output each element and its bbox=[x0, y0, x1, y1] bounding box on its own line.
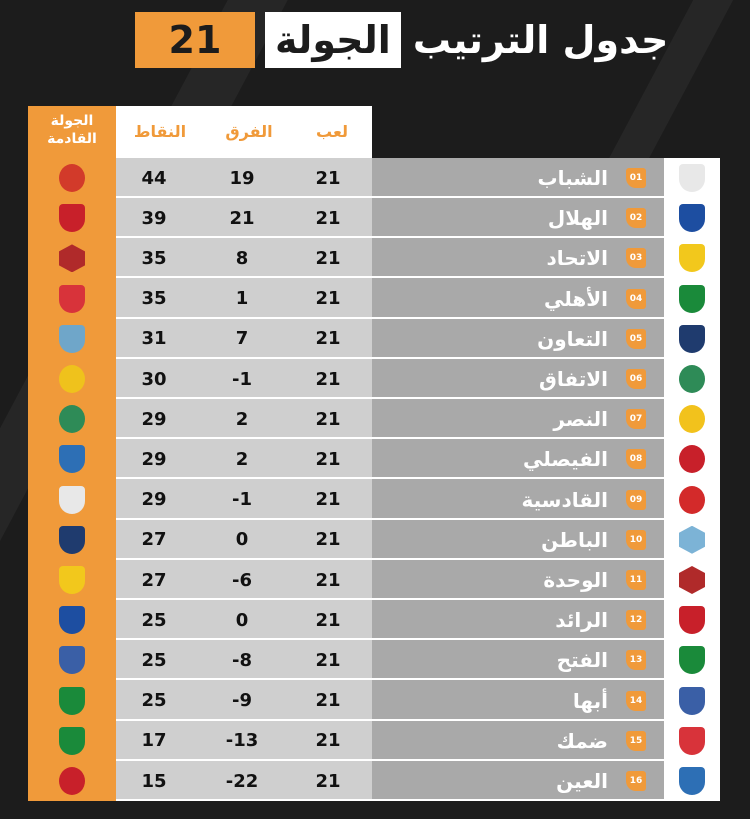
table-row bbox=[28, 520, 720, 560]
diff-cell: 21 bbox=[229, 207, 255, 229]
table-row bbox=[28, 560, 720, 600]
played-cell: 21 bbox=[315, 609, 341, 631]
table-row bbox=[28, 640, 720, 680]
played-cell: 21 bbox=[315, 770, 341, 792]
played-cell: 21 bbox=[315, 690, 341, 712]
opponent-logo-icon bbox=[59, 727, 85, 755]
next-round-header bbox=[28, 106, 116, 158]
team-name: النصر bbox=[553, 407, 608, 432]
diff-cell: 0 bbox=[235, 529, 249, 551]
abha-logo-icon bbox=[679, 687, 705, 715]
rank-badge: 12 bbox=[626, 610, 646, 630]
diff-cell: -13 bbox=[225, 730, 259, 752]
al-batin-logo-icon bbox=[679, 526, 705, 554]
team-name: الفيصلي bbox=[522, 447, 608, 472]
table-row bbox=[28, 198, 720, 238]
opponent-logo-icon bbox=[59, 767, 85, 795]
points-cell: 25 bbox=[141, 609, 167, 631]
title-bar bbox=[135, 12, 680, 68]
played-cell: 21 bbox=[315, 408, 341, 430]
diff-header: الفرق bbox=[225, 122, 273, 141]
team-name: التعاون bbox=[537, 326, 608, 351]
played-cell: 21 bbox=[315, 730, 341, 752]
rank-badge: 07 bbox=[626, 409, 646, 429]
points-cell: 15 bbox=[141, 770, 167, 792]
al-faisaly-logo-icon bbox=[679, 445, 705, 473]
table-row bbox=[28, 399, 720, 439]
table-row bbox=[28, 439, 720, 479]
diff-cell: -6 bbox=[232, 569, 252, 591]
al-taawoun-logo-icon bbox=[679, 325, 705, 353]
rank-badge: 16 bbox=[626, 771, 646, 791]
team-name: العين bbox=[556, 769, 608, 793]
table-row bbox=[28, 279, 720, 319]
played-cell: 21 bbox=[315, 649, 341, 671]
played-cell: 21 bbox=[315, 448, 341, 470]
rank-badge: 08 bbox=[626, 449, 646, 469]
table-row bbox=[28, 480, 720, 520]
team-name: الرائد bbox=[555, 608, 608, 633]
diff-cell: -8 bbox=[232, 649, 252, 671]
played-cell: 21 bbox=[315, 489, 341, 511]
opponent-logo-icon bbox=[59, 445, 85, 473]
played-cell: 21 bbox=[315, 529, 341, 551]
points-cell: 25 bbox=[141, 690, 167, 712]
played-cell: 21 bbox=[315, 368, 341, 390]
damac-logo-icon bbox=[679, 727, 705, 755]
played-cell: 21 bbox=[315, 167, 341, 189]
table-row bbox=[28, 681, 720, 721]
points-cell: 17 bbox=[141, 730, 167, 752]
points-cell: 35 bbox=[141, 288, 167, 310]
opponent-logo-icon bbox=[59, 646, 85, 674]
opponent-logo-icon bbox=[59, 606, 85, 634]
points-cell: 31 bbox=[141, 328, 167, 350]
points-cell: 35 bbox=[141, 247, 167, 269]
opponent-logo-icon bbox=[59, 486, 85, 514]
opponent-logo-icon bbox=[59, 325, 85, 353]
diff-cell: 2 bbox=[235, 408, 249, 430]
points-cell: 30 bbox=[141, 368, 167, 390]
al-qadsiah-logo-icon bbox=[679, 486, 705, 514]
team-name: الوحدة bbox=[543, 568, 608, 592]
round-number: 21 bbox=[135, 12, 255, 68]
team-name: أبها bbox=[572, 688, 608, 713]
rank-badge: 06 bbox=[626, 369, 646, 389]
table-row bbox=[28, 319, 720, 359]
points-cell: 29 bbox=[141, 489, 167, 511]
team-name: الشباب bbox=[537, 166, 608, 190]
title-highlight: الجولة bbox=[265, 12, 401, 68]
rank-badge: 02 bbox=[626, 208, 646, 228]
points-cell: 27 bbox=[141, 569, 167, 591]
points-cell: 44 bbox=[141, 167, 167, 189]
rank-badge: 13 bbox=[626, 650, 646, 670]
standings-table bbox=[28, 158, 720, 801]
team-name: الاتحاد bbox=[546, 246, 608, 271]
column-header bbox=[116, 106, 372, 158]
played-cell: 21 bbox=[315, 288, 341, 310]
opponent-logo-icon bbox=[59, 405, 85, 433]
rank-badge: 05 bbox=[626, 329, 646, 349]
opponent-logo-icon bbox=[59, 204, 85, 232]
diff-cell: 19 bbox=[229, 167, 255, 189]
al-wehda-logo-icon bbox=[679, 566, 705, 594]
al-ahli-logo-icon bbox=[679, 285, 705, 313]
table-row bbox=[28, 158, 720, 198]
al-ettifaq-logo-icon bbox=[679, 365, 705, 393]
table-row bbox=[28, 721, 720, 761]
points-cell: 29 bbox=[141, 408, 167, 430]
points-header: النقاط bbox=[133, 122, 187, 141]
points-cell: 39 bbox=[141, 207, 167, 229]
opponent-logo-icon bbox=[59, 566, 85, 594]
played-cell: 21 bbox=[315, 207, 341, 229]
rank-badge: 11 bbox=[626, 570, 646, 590]
diff-cell: 8 bbox=[235, 247, 249, 269]
al-raed-logo-icon bbox=[679, 606, 705, 634]
opponent-logo-icon bbox=[59, 365, 85, 393]
opponent-logo-icon bbox=[59, 164, 85, 192]
table-row bbox=[28, 359, 720, 399]
rank-badge: 15 bbox=[626, 731, 646, 751]
page-title: جدول الترتيب bbox=[412, 18, 669, 62]
played-header: لعب bbox=[316, 122, 348, 141]
diff-cell: 1 bbox=[235, 288, 249, 310]
opponent-logo-icon bbox=[59, 687, 85, 715]
diff-cell: 7 bbox=[235, 328, 249, 350]
al-shabab-logo-icon bbox=[679, 164, 705, 192]
opponent-logo-icon bbox=[59, 526, 85, 554]
played-cell: 21 bbox=[315, 247, 341, 269]
rank-badge: 04 bbox=[626, 289, 646, 309]
diff-cell: -22 bbox=[225, 770, 259, 792]
table-row bbox=[28, 761, 720, 801]
diff-cell: 0 bbox=[235, 609, 249, 631]
table-row bbox=[28, 600, 720, 640]
next-round-label: الجولة القادمة bbox=[47, 113, 97, 147]
diff-cell: -1 bbox=[232, 368, 252, 390]
played-cell: 21 bbox=[315, 569, 341, 591]
team-name: ضمك bbox=[556, 728, 608, 753]
points-cell: 25 bbox=[141, 649, 167, 671]
points-cell: 29 bbox=[141, 448, 167, 470]
table-row bbox=[28, 238, 720, 278]
al-fateh-logo-icon bbox=[679, 646, 705, 674]
opponent-logo-icon bbox=[59, 285, 85, 313]
rank-badge: 09 bbox=[626, 490, 646, 510]
al-nassr-logo-icon bbox=[679, 405, 705, 433]
team-name: الأهلي bbox=[543, 286, 608, 311]
team-name: الهلال bbox=[547, 206, 608, 231]
diff-cell: -9 bbox=[232, 690, 252, 712]
al-ittihad-logo-icon bbox=[679, 244, 705, 272]
diff-cell: 2 bbox=[235, 448, 249, 470]
rank-badge: 14 bbox=[626, 691, 646, 711]
opponent-logo-icon bbox=[59, 244, 85, 272]
team-name: الاتفاق bbox=[538, 367, 608, 391]
al-hilal-logo-icon bbox=[679, 204, 705, 232]
team-name: الباطن bbox=[541, 527, 608, 552]
team-name: القادسية bbox=[521, 487, 608, 512]
rank-badge: 03 bbox=[626, 248, 646, 268]
rank-badge: 10 bbox=[626, 530, 646, 550]
points-cell: 27 bbox=[141, 529, 167, 551]
played-cell: 21 bbox=[315, 328, 341, 350]
team-name: الفتح bbox=[556, 648, 608, 673]
rank-badge: 01 bbox=[626, 168, 646, 188]
diff-cell: -1 bbox=[232, 489, 252, 511]
al-ain-logo-icon bbox=[679, 767, 705, 795]
